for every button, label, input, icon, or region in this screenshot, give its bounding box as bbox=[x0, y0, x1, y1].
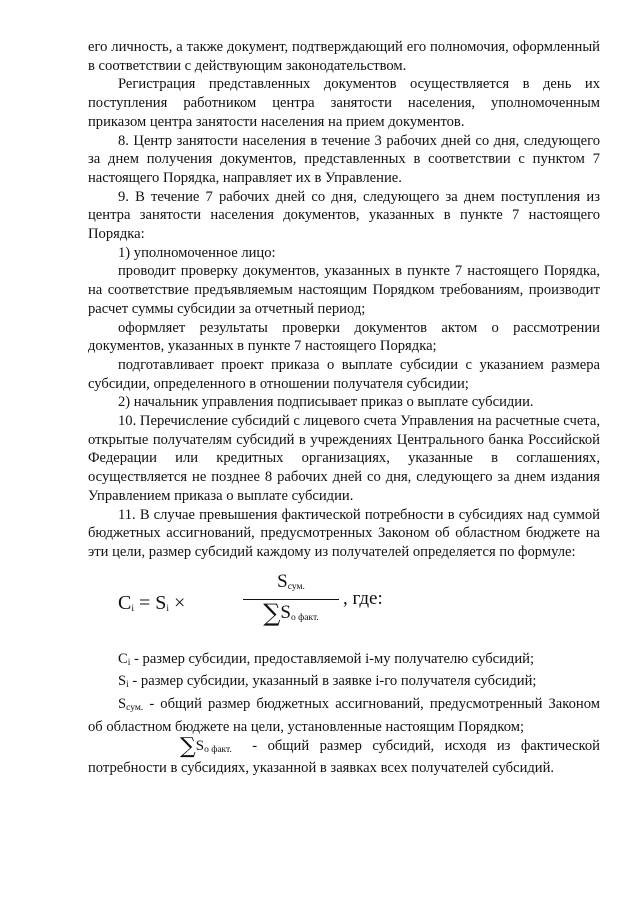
formula-c-symbol: C bbox=[118, 591, 132, 614]
def-ci-sub: i bbox=[127, 657, 131, 668]
formula-den-symbol: S bbox=[280, 601, 291, 623]
formula-numerator bbox=[243, 572, 339, 597]
formula-c-sub: i bbox=[131, 603, 134, 614]
paragraph-check-documents: проводит проверку документов, указанных в пункте 7 настоящего Порядка, на соответствие предъявляемым настоящим Порядком требованиям, производит расчет суммы субсидии за отчетный период; bbox=[88, 263, 600, 317]
def-si-symbol: S bbox=[118, 673, 127, 690]
def-sumfact-symbol bbox=[150, 733, 232, 760]
formula-num-symbol: S bbox=[277, 570, 288, 592]
formula-s-symbol: S bbox=[155, 591, 167, 614]
paragraph-item-9: 9. В течение 7 рабочих дней со дня, следующего за днем поступления из центра занятости населения документов, указанных в пункте 7 настоящего Порядка: bbox=[88, 188, 600, 243]
paragraph-item-10: 10. Перечисление субсидий с лицевого счета Управления на расчетные счета, открытые получателям субсидий в учреждениях Центрального банка Российской Федерации или кредитных организациях, указанные в соглашениях, осуществляется не позднее 8 рабочих дней со дня, следующего за днем издания Управлением приказа о выплате субсидии. bbox=[88, 413, 600, 504]
def-sumfact-text: - общий размер субсидий, исходя из фактической потребности в субсидиях, указанной в заявках всех получателей субсидий. bbox=[88, 737, 600, 777]
sigma-icon: ∑ bbox=[263, 598, 281, 627]
definition-ci bbox=[88, 650, 600, 673]
formula-num-sub: сум. bbox=[287, 581, 305, 592]
paragraph-registration: Регистрация представленных документов осуществляется в день их поступления работником центра занятости населения, уполномоченным приказом центра занятости населения на прием документов. bbox=[88, 76, 600, 130]
formula-lhs bbox=[118, 591, 186, 619]
paragraph-subitem-2: 2) начальник управления подписывает приказ о выплате субсидии. bbox=[118, 394, 534, 411]
paragraph-item-11: 11. В случае превышения фактической потребности в субсидиях над суммой бюджетных ассигнований, предусмотренных Законом об областном бюджете на эти цели, размер субсидий каждому из получателей определяется по формуле: bbox=[88, 506, 600, 560]
formula-den-sub: о факт. bbox=[290, 612, 319, 623]
formula-equals: = bbox=[138, 591, 151, 614]
paragraph-act: оформляет результаты проверки документов актом о рассмотрении документов, указанных в пункте 7 настоящего Порядка; bbox=[88, 319, 600, 355]
def-ssum-sub: сум. bbox=[126, 703, 144, 714]
def-sumfact-s: S bbox=[195, 737, 205, 754]
subsidy-formula bbox=[88, 566, 600, 636]
definition-ssum bbox=[88, 695, 600, 736]
paragraph-subitem-1: 1) уполномоченное лицо: bbox=[118, 244, 276, 261]
formula-denominator bbox=[243, 598, 339, 629]
def-si-text: - размер субсидии, указанный в заявке i-го получателя субсидий; bbox=[128, 673, 537, 690]
definition-si bbox=[88, 672, 600, 695]
def-ci-symbol: С bbox=[118, 650, 128, 667]
formula-s-sub: i bbox=[166, 603, 170, 614]
formula-times: × bbox=[174, 591, 186, 614]
paragraph-item-8: 8. Центр занятости населения в течение 3 рабочих дней со дня, следующего за днем получения документов, представленных в соответствии с пунктом 7 настоящего Порядка, направляет их в Управление. bbox=[88, 132, 600, 186]
paragraph-continuation: его личность, а также документ, подтверждающий его полномочия, оформленный в соответствии с действующим законодательством. bbox=[88, 39, 600, 74]
formula-tail: , где: bbox=[343, 587, 383, 609]
definition-sumfact bbox=[88, 733, 600, 778]
def-ssum-text: - общий размер бюджетных ассигнований, предусмотренный Законом об областном бюджете на цели, установленные настоящим Порядком; bbox=[88, 696, 600, 735]
def-ci-text: - размер субсидии, предоставляемой i-му получателю субсидий; bbox=[130, 650, 535, 667]
fraction-bar bbox=[243, 599, 339, 600]
def-ssum-symbol: S bbox=[118, 696, 127, 713]
def-sumfact-sub: о факт. bbox=[204, 744, 232, 755]
paragraph-draft-order: подготавливает проект приказа о выплате субсидии с указанием размера субсидии, определенного в отношении получателя субсидии; bbox=[88, 356, 600, 392]
formula-fraction bbox=[243, 572, 339, 629]
def-si-sub: i bbox=[126, 680, 129, 691]
definitions bbox=[88, 650, 600, 778]
sigma-icon: ∑ bbox=[180, 733, 196, 759]
